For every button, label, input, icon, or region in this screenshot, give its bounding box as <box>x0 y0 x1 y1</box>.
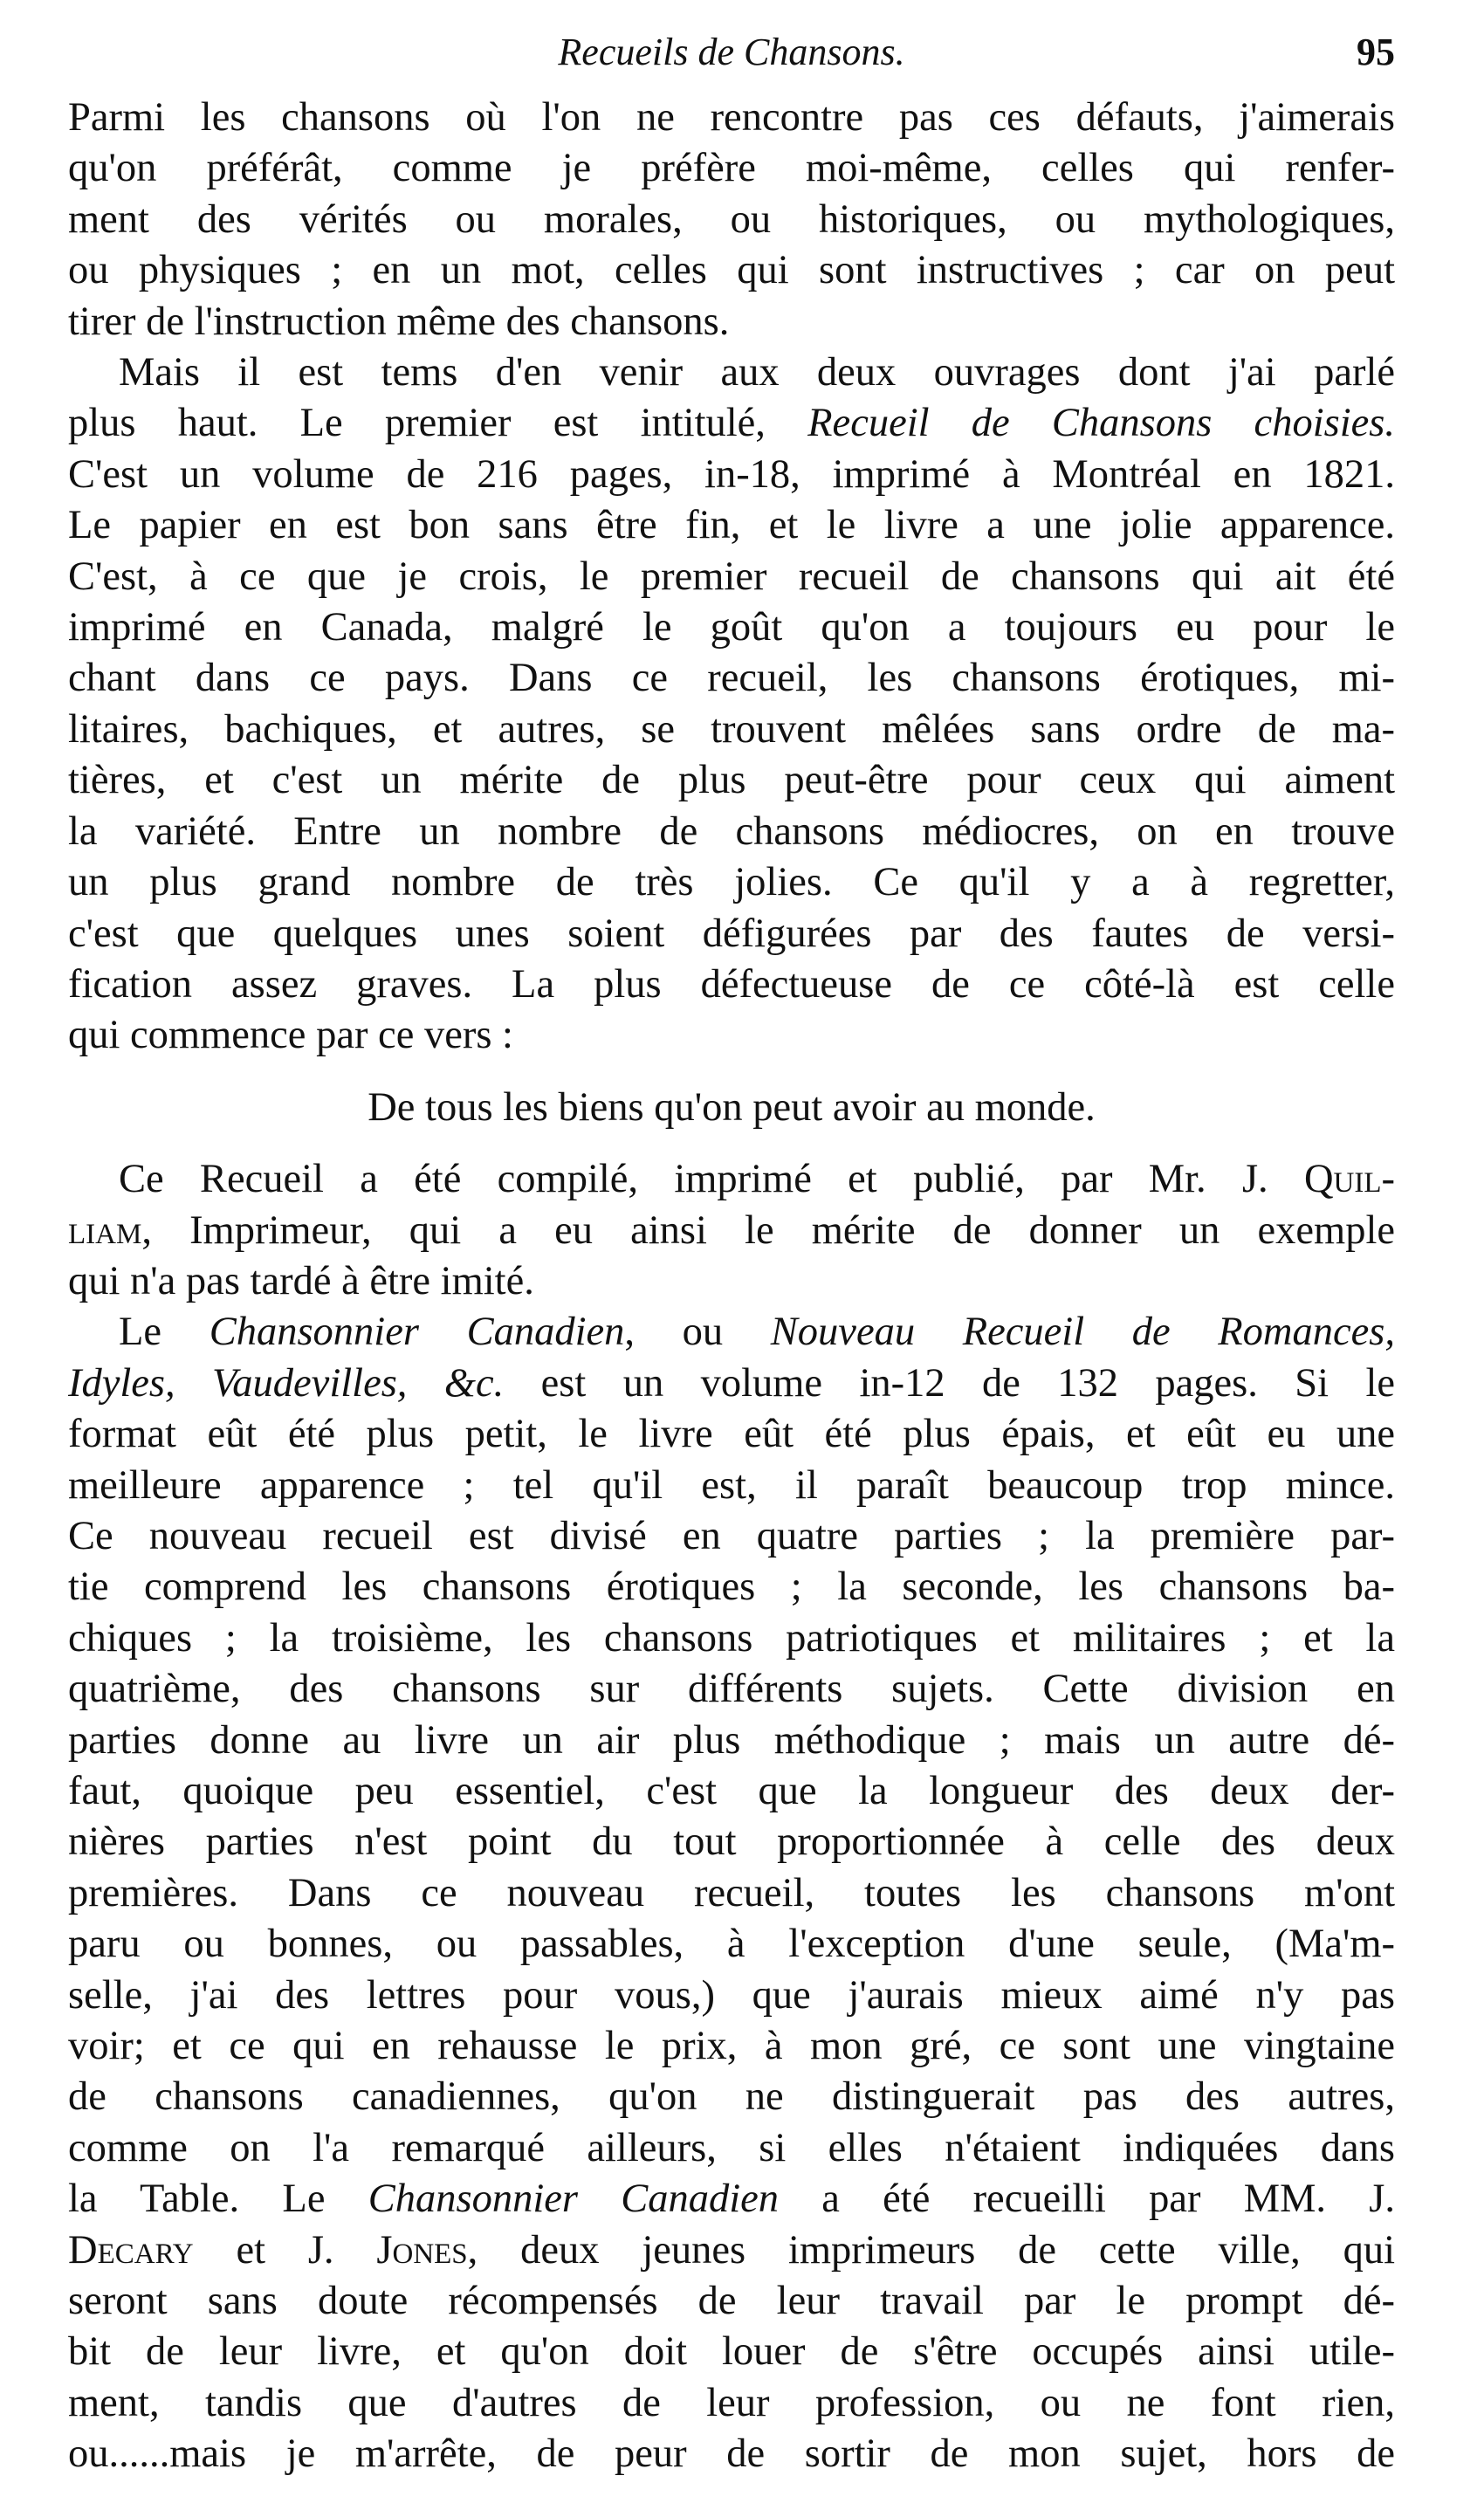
page-number: 95 <box>1357 31 1395 73</box>
text-line <box>68 1206 1395 1256</box>
text-line: parties donne au livre un air plus méthodique ; mais un autre dé- <box>68 1717 1395 1763</box>
text-run: plus haut. Le premier est intitulé, <box>68 401 808 446</box>
text-run: , Imprimeur, qui a eu ainsi le mérite de donner un exemple <box>141 1207 1395 1253</box>
printer-name: Quil- <box>1303 1157 1395 1202</box>
text-line: Mais il est tems d'en venir aux deux ouvrages dont j'ai parlé <box>119 350 1395 395</box>
printer-name: Jones <box>376 2227 468 2273</box>
text-line: qui commence par ce vers : <box>68 1013 513 1058</box>
text-line: c'est que quelques unes soient défigurées par des fautes de versi- <box>68 911 1395 956</box>
text-line: C'est, à ce que je crois, le premier recueil de chansons qui ait été <box>68 554 1395 599</box>
text-line: voir; et ce qui en rehausse le prix, à mon gré, ce sont une vingtaine <box>68 2024 1395 2069</box>
text-line: qu'on préférât, comme je préfère moi-même, celles qui renfer- <box>68 146 1395 191</box>
printer-name: Decary <box>68 2227 194 2273</box>
text-line <box>68 2174 1395 2225</box>
text-run: et J. <box>193 2227 377 2273</box>
text-line: bit de leur livre, et qu'on doit louer de s'être occupés ainsi utile- <box>68 2329 1395 2375</box>
text-line: de chansons canadiennes, qu'on ne distinguerait pas des autres, <box>68 2074 1395 2120</box>
text-line <box>68 398 1395 449</box>
text-line: comme on l'a remarqué ailleurs, si elles n'étaient indiquées dans <box>68 2125 1395 2170</box>
text-line: Le papier en est bon sans être fin, et le livre a une jolie apparence. <box>68 503 1395 548</box>
text-line: Parmi les chansons où l'on ne rencontre pas ces défauts, j'aimerais <box>68 95 1395 140</box>
text-line: chant dans ce pays. Dans ce recueil, les chansons érotiques, mi- <box>68 656 1395 701</box>
text-line: faut, quoique peu essentiel, c'est que la longueur des deux der- <box>68 1769 1395 1813</box>
text-run: la Table. Le <box>68 2177 368 2222</box>
book-subtitle: Idyles, Vaudevilles, &c. <box>68 1360 505 1406</box>
text-line: qui n'a pas tardé à être imité. <box>68 1258 534 1303</box>
text-run: Le <box>119 1310 210 1355</box>
book-title-recueil: Recueil de Chansons choisies. <box>807 401 1395 446</box>
running-title: Recueils de Chansons. <box>558 31 905 73</box>
text-line <box>68 2225 1395 2276</box>
text-line: seront sans doute récompensés de leur travail par le prompt dé- <box>68 2279 1395 2324</box>
book-subtitle: Nouveau Recueil de Romances, <box>770 1310 1395 1355</box>
book-title-chansonnier: Chansonnier Canadien <box>209 1310 625 1355</box>
text-line <box>68 1307 1395 1358</box>
text-run: a été recueilli par MM. J. <box>779 2177 1395 2222</box>
text-line: la variété. Entre un nombre de chansons médiocres, on en trouve <box>68 808 1395 854</box>
text-line: nières parties n'est point du tout proportionnée à celle des deux <box>68 1819 1395 1865</box>
text-line: imprimé en Canada, malgré le goût qu'on a toujours eu pour le <box>68 605 1395 650</box>
printer-name: liam <box>68 1207 142 1253</box>
text-line: ou physiques ; en un mot, celles qui sont instructives ; car on peut <box>68 248 1395 293</box>
running-head <box>68 24 1395 80</box>
text-line: litaires, bachiques, et autres, se trouvent mêlées sans ordre de ma- <box>68 706 1395 752</box>
text-line: Ce nouveau recueil est divisé en quatre parties ; la première par- <box>68 1513 1395 1558</box>
text-run: Ce Recueil a été compilé, imprimé et publié, par Mr. J. <box>119 1157 1304 1202</box>
text-line <box>68 1154 1395 1205</box>
text-line: ou......mais je m'arrête, de peur de sortir de mon sujet, hors de <box>68 2431 1395 2477</box>
text-line: selle, j'ai des lettres pour vous,) que j'aurais mieux aimé n'y pas <box>68 1972 1395 2018</box>
text-line: fication assez graves. La plus défectueuse de ce côté-là est celle <box>68 961 1395 1007</box>
text-line: format eût été plus petit, le livre eût été plus épais, et eût eu une <box>68 1412 1395 1457</box>
book-title-chansonnier: Chansonnier Canadien <box>368 2177 780 2222</box>
body-text <box>68 93 1395 2480</box>
text-line: premières. Dans ce nouveau recueil, toutes les chansons m'ont <box>68 1870 1395 1915</box>
text-line: quatrième, des chansons sur différents sujets. Cette division en <box>68 1667 1395 1712</box>
text-run: est un volume in-12 de 132 pages. Si le <box>504 1360 1395 1406</box>
text-line: C'est un volume de 216 pages, in-18, imprimé à Montréal en 1821. <box>68 451 1395 497</box>
text-line: ment des vérités ou morales, ou historiques, ou mythologiques, <box>68 196 1395 242</box>
text-line: tie comprend les chansons érotiques ; la seconde, les chansons ba- <box>68 1565 1395 1610</box>
text-line <box>68 1358 1395 1409</box>
paragraph-1 <box>68 93 1395 347</box>
text-line: tirer de l'instruction même des chansons. <box>68 299 730 344</box>
text-line: un plus grand nombre de très jolies. Ce qu'il y a à regretter, <box>68 860 1395 905</box>
text-run: , deux jeunes imprimeurs de cette ville, qui <box>467 2227 1395 2273</box>
paragraph-3 <box>68 1154 1395 1307</box>
text-run: , ou <box>624 1310 771 1355</box>
text-line: paru ou bonnes, ou passables, à l'exception d'une seule, (Ma'm- <box>68 1922 1395 1967</box>
paragraph-2 <box>68 347 1395 1062</box>
text-line: chiques ; la troisième, les chansons patriotiques et militaires ; et la <box>68 1615 1395 1661</box>
book-page <box>68 24 1395 2480</box>
text-line: meilleure apparence ; tel qu'il est, il paraît beaucoup trop mince. <box>68 1462 1395 1508</box>
quoted-verse: De tous les biens qu'on peut avoir au monde. <box>368 1084 1096 1130</box>
paragraph-4 <box>68 1307 1395 2479</box>
text-line: tières, et c'est un mérite de plus peut-être pour ceux qui aiment <box>68 758 1395 803</box>
text-line: ment, tandis que d'autres de leur profession, ou ne font rien, <box>68 2380 1395 2425</box>
